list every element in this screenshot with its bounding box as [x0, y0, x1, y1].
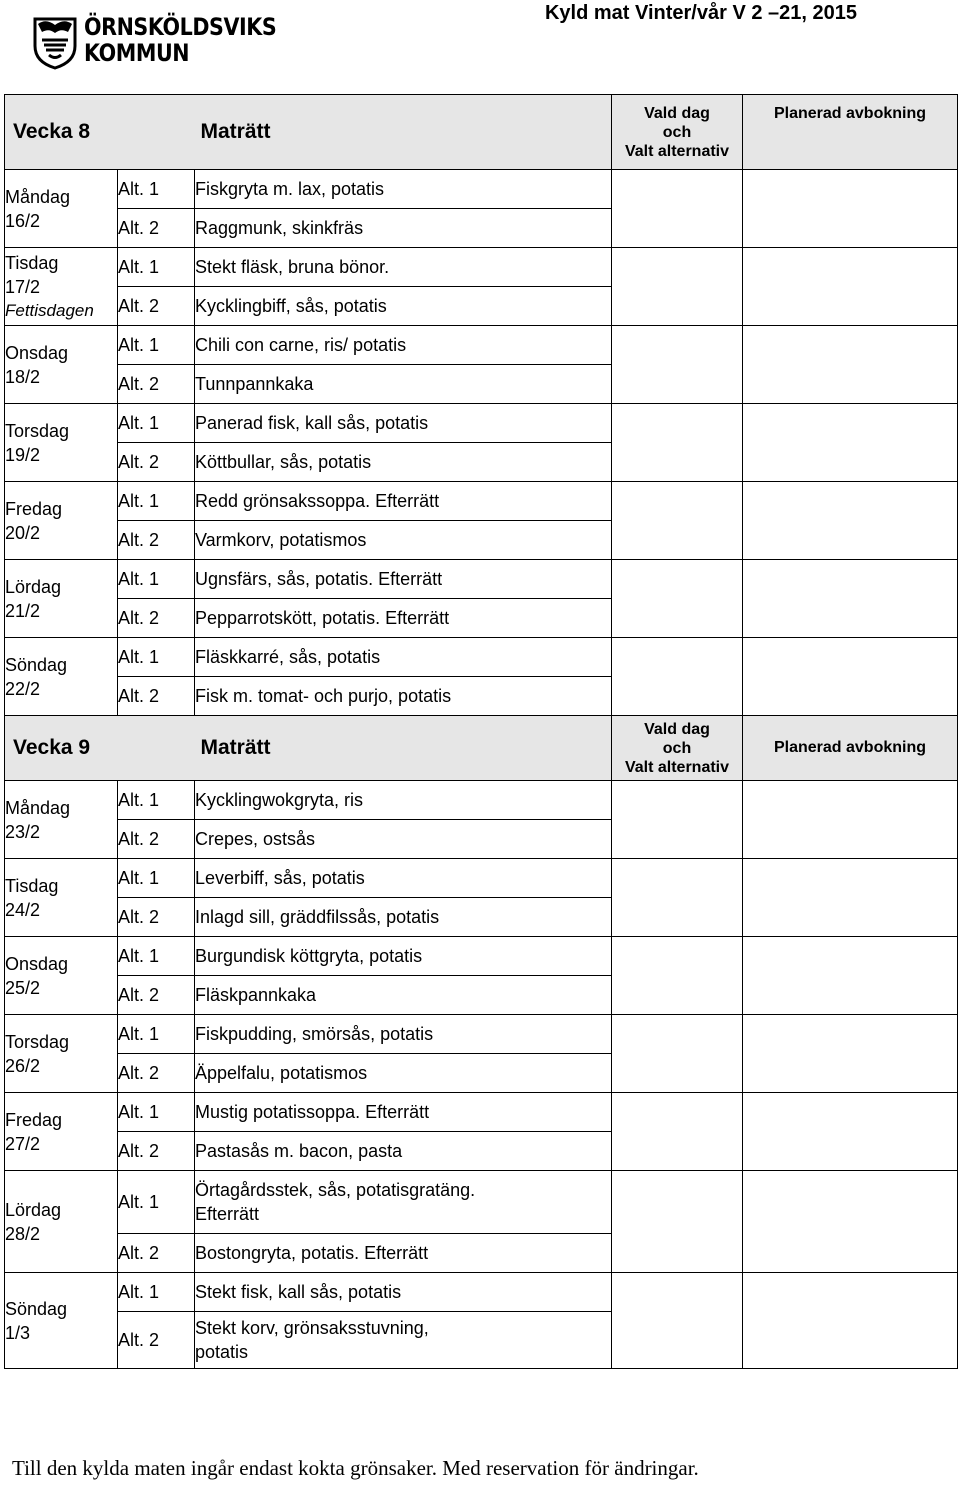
planned-cancel-field[interactable] — [743, 482, 958, 560]
planned-cancel-field[interactable] — [743, 937, 958, 1015]
day-row-alt1 — [5, 937, 958, 976]
alt2-dish: Fläskpannkaka — [195, 976, 612, 1015]
chosen-column-header — [612, 95, 743, 170]
alt1-dish: Fiskgryta m. lax, potatis — [195, 170, 612, 209]
day-row-alt1 — [5, 170, 958, 209]
day-cell — [5, 638, 118, 716]
alt2-dish: Raggmunk, skinkfräs — [195, 209, 612, 248]
chosen-day-field[interactable] — [612, 1093, 743, 1171]
week-header-row — [5, 95, 958, 170]
alt2-label: Alt. 2 — [118, 1312, 195, 1369]
alt1-label: Alt. 1 — [118, 560, 195, 599]
alt1-label: Alt. 1 — [118, 404, 195, 443]
day-name: Lördag — [5, 1199, 62, 1220]
day-name: Tisdag — [5, 875, 59, 896]
planned-cancel-field[interactable] — [743, 1273, 958, 1369]
day-name: Fredag — [5, 498, 63, 519]
planned-cancel-field[interactable] — [743, 1093, 958, 1171]
logo-line-1: ÖRNSKÖLDSVIKS — [84, 13, 277, 41]
municipality-logo — [32, 13, 277, 70]
day-date: 23/2 — [5, 821, 41, 842]
alt2-label: Alt. 2 — [118, 287, 195, 326]
day-name: Fredag — [5, 1109, 63, 1130]
alt2-label: Alt. 2 — [118, 1234, 195, 1273]
planned-cancel-field[interactable] — [743, 859, 958, 937]
day-cell — [5, 326, 118, 404]
planned-cancel-field[interactable] — [743, 781, 958, 859]
day-name: Söndag — [5, 1298, 68, 1319]
day-name: Onsdag — [5, 342, 69, 363]
day-name: Onsdag — [5, 953, 69, 974]
chosen-day-field[interactable] — [612, 1015, 743, 1093]
alt1-dish: Mustig potatissoppa. Efterrätt — [195, 1093, 612, 1132]
chosen-day-field[interactable] — [612, 170, 743, 248]
day-date: 21/2 — [5, 600, 41, 621]
chosen-day-field[interactable] — [612, 937, 743, 1015]
alt1-label: Alt. 1 — [118, 859, 195, 898]
day-date: 28/2 — [5, 1223, 41, 1244]
day-cell — [5, 1273, 118, 1369]
day-date: 26/2 — [5, 1055, 41, 1076]
day-name: Tisdag — [5, 252, 59, 273]
alt1-dish: Ugnsfärs, sås, potatis. Efterrätt — [195, 560, 612, 599]
chosen-day-field[interactable] — [612, 1171, 743, 1273]
alt1-label: Alt. 1 — [118, 326, 195, 365]
chosen-day-field[interactable] — [612, 781, 743, 859]
alt1-label: Alt. 1 — [118, 781, 195, 820]
alt2-label: Alt. 2 — [118, 599, 195, 638]
alt2-dish: Inlagd sill, gräddfilssås, potatis — [195, 898, 612, 937]
chosen-column-header — [612, 716, 743, 781]
alt1-dish: Fläskkarré, sås, potatis — [195, 638, 612, 677]
planned-cancel-field[interactable] — [743, 560, 958, 638]
alt2-label: Alt. 2 — [118, 1054, 195, 1093]
day-date: 24/2 — [5, 899, 41, 920]
day-row-alt1 — [5, 248, 958, 287]
alt2-dish — [195, 1312, 612, 1369]
day-cell — [5, 482, 118, 560]
alt1-label: Alt. 1 — [118, 482, 195, 521]
alt1-dish: Stekt fläsk, bruna bönor. — [195, 248, 612, 287]
logo-line-2: KOMMUN — [84, 39, 190, 67]
alt2-dish: Bostongryta, potatis. Efterrätt — [195, 1234, 612, 1273]
alt1-dish: Redd grönsakssoppa. Efterrätt — [195, 482, 612, 521]
day-date: 22/2 — [5, 678, 41, 699]
dish-column-header: Maträtt — [195, 95, 612, 170]
alt1-dish — [195, 1171, 612, 1234]
day-date: 27/2 — [5, 1133, 41, 1154]
footer-note: Till den kylda maten ingår endast kokta grönsaker. Med reservation för ändringar. — [12, 1456, 699, 1480]
alt2-label: Alt. 2 — [118, 365, 195, 404]
planned-cancel-field[interactable] — [743, 404, 958, 482]
day-name: Måndag — [5, 186, 71, 207]
dish-line: potatis — [195, 1342, 249, 1362]
alt1-dish: Leverbiff, sås, potatis — [195, 859, 612, 898]
day-cell — [5, 859, 118, 937]
alt2-label: Alt. 2 — [118, 521, 195, 560]
alt1-label: Alt. 1 — [118, 1171, 195, 1234]
day-cell — [5, 404, 118, 482]
menu-table — [4, 94, 958, 1369]
chosen-day-field[interactable] — [612, 248, 743, 326]
day-row-alt1 — [5, 560, 958, 599]
chosen-day-field[interactable] — [612, 482, 743, 560]
alt1-label: Alt. 1 — [118, 937, 195, 976]
chosen-header-line: och — [662, 739, 692, 757]
dish-line: Efterrätt — [195, 1204, 260, 1224]
day-date: 18/2 — [5, 366, 41, 387]
day-note: Fettisdagen — [5, 300, 94, 320]
chosen-header-line: Valt alternativ — [624, 142, 730, 160]
alt1-label: Alt. 1 — [118, 248, 195, 287]
alt1-dish: Panerad fisk, kall sås, potatis — [195, 404, 612, 443]
planned-cancel-field[interactable] — [743, 1015, 958, 1093]
day-row-alt1 — [5, 482, 958, 521]
alt1-label: Alt. 1 — [118, 1093, 195, 1132]
chosen-day-field[interactable] — [612, 560, 743, 638]
crest-icon — [32, 16, 78, 70]
dish-column-header: Maträtt — [195, 716, 612, 781]
alt2-label: Alt. 2 — [118, 820, 195, 859]
header-spacer — [118, 716, 195, 781]
day-row-alt1 — [5, 859, 958, 898]
day-row-alt1 — [5, 326, 958, 365]
planned-cancel-field[interactable] — [743, 170, 958, 248]
alt1-dish: Chili con carne, ris/ potatis — [195, 326, 612, 365]
alt2-dish: Pepparrotskött, potatis. Efterrätt — [195, 599, 612, 638]
chosen-header-line: Valt alternativ — [624, 758, 730, 776]
day-row-alt1 — [5, 638, 958, 677]
day-date: 19/2 — [5, 444, 41, 465]
day-name: Lördag — [5, 576, 62, 597]
day-cell — [5, 1015, 118, 1093]
chosen-header-line: Vald dag — [644, 104, 710, 122]
week-label: Vecka 8 — [5, 95, 118, 170]
alt1-label: Alt. 1 — [118, 170, 195, 209]
alt2-label: Alt. 2 — [118, 443, 195, 482]
day-name: Söndag — [5, 654, 68, 675]
week-header-row — [5, 716, 958, 781]
dish-line: Örtagårdsstek, sås, potatisgratäng. — [195, 1180, 476, 1200]
alt1-dish: Fiskpudding, smörsås, potatis — [195, 1015, 612, 1054]
day-cell — [5, 1171, 118, 1273]
day-row-alt1 — [5, 1093, 958, 1132]
chosen-header-line: Vald dag — [644, 720, 710, 738]
document-title: Kyld mat Vinter/vår V 2 –21, 2015 — [544, 2, 857, 24]
day-date: 17/2 — [5, 276, 41, 297]
alt2-dish: Köttbullar, sås, potatis — [195, 443, 612, 482]
day-cell — [5, 248, 118, 326]
day-name: Torsdag — [5, 1031, 70, 1052]
day-cell — [5, 937, 118, 1015]
alt2-label: Alt. 2 — [118, 677, 195, 716]
week-label: Vecka 9 — [5, 716, 118, 781]
alt2-dish: Crepes, ostsås — [195, 820, 612, 859]
planned-cancel-field[interactable] — [743, 1171, 958, 1273]
header-spacer — [118, 95, 195, 170]
cancel-column-header: Planerad avbokning — [743, 716, 958, 781]
alt2-label: Alt. 2 — [118, 1132, 195, 1171]
day-date: 25/2 — [5, 977, 41, 998]
day-row-alt1 — [5, 404, 958, 443]
chosen-day-field[interactable] — [612, 326, 743, 404]
alt2-dish: Varmkorv, potatismos — [195, 521, 612, 560]
chosen-day-field[interactable] — [612, 404, 743, 482]
alt2-dish: Äppelfalu, potatismos — [195, 1054, 612, 1093]
day-name: Torsdag — [5, 420, 70, 441]
day-cell — [5, 1093, 118, 1171]
planned-cancel-field[interactable] — [743, 638, 958, 716]
alt1-dish: Kycklingwokgryta, ris — [195, 781, 612, 820]
alt2-label: Alt. 2 — [118, 209, 195, 248]
alt2-dish: Pastasås m. bacon, pasta — [195, 1132, 612, 1171]
alt1-label: Alt. 1 — [118, 1273, 195, 1312]
alt1-label: Alt. 1 — [118, 1015, 195, 1054]
day-cell — [5, 170, 118, 248]
alt1-dish: Stekt fisk, kall sås, potatis — [195, 1273, 612, 1312]
dish-line: Stekt korv, grönsaksstuvning, — [195, 1318, 429, 1338]
day-date: 16/2 — [5, 210, 41, 231]
planned-cancel-field[interactable] — [743, 248, 958, 326]
alt1-label: Alt. 1 — [118, 638, 195, 677]
day-cell — [5, 781, 118, 859]
alt1-dish: Burgundisk köttgryta, potatis — [195, 937, 612, 976]
day-row-alt1 — [5, 781, 958, 820]
chosen-day-field[interactable] — [612, 638, 743, 716]
day-row-alt1 — [5, 1171, 958, 1234]
day-date: 1/3 — [5, 1322, 31, 1343]
alt2-dish: Kycklingbiff, sås, potatis — [195, 287, 612, 326]
chosen-day-field[interactable] — [612, 1273, 743, 1369]
day-row-alt1 — [5, 1273, 958, 1312]
alt2-label: Alt. 2 — [118, 898, 195, 937]
day-date: 20/2 — [5, 522, 41, 543]
day-row-alt1 — [5, 1015, 958, 1054]
alt2-label: Alt. 2 — [118, 976, 195, 1015]
chosen-day-field[interactable] — [612, 859, 743, 937]
day-name: Måndag — [5, 797, 71, 818]
planned-cancel-field[interactable] — [743, 326, 958, 404]
day-cell — [5, 560, 118, 638]
alt2-dish: Tunnpannkaka — [195, 365, 612, 404]
chosen-header-line: och — [662, 123, 692, 141]
logo-text — [84, 14, 276, 66]
cancel-column-header: Planerad avbokning — [743, 95, 958, 170]
alt2-dish: Fisk m. tomat- och purjo, potatis — [195, 677, 612, 716]
